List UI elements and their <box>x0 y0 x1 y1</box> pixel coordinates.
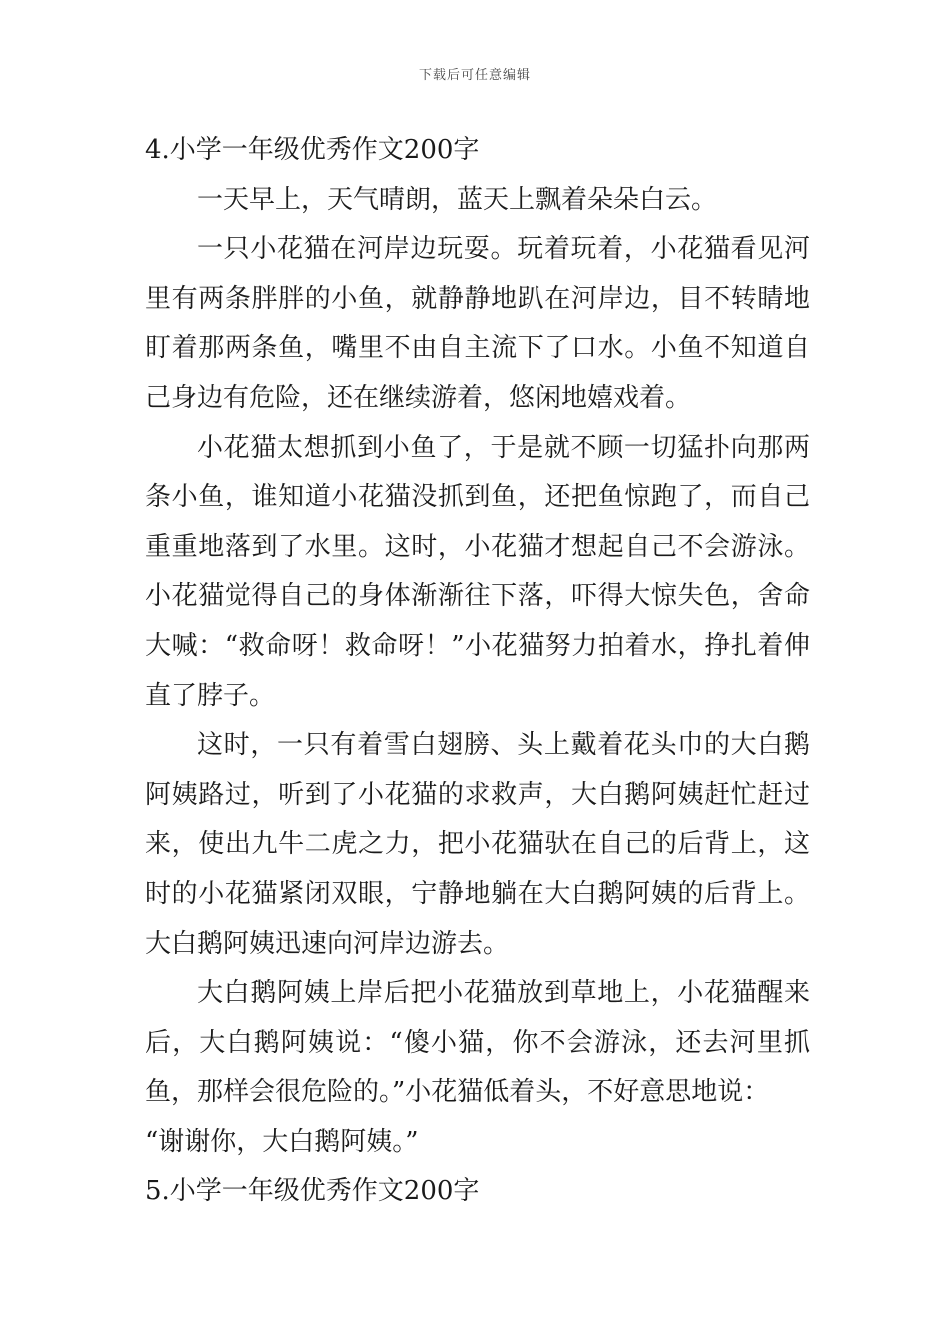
closing-quote: “谢谢你，大白鹅阿姨。” <box>145 1126 419 1157</box>
paragraph-1: 一天早上，天气晴朗，蓝天上飘着朵朵白云。 <box>197 184 718 215</box>
section-heading-4: 4.小学一年级优秀作文200字 <box>145 135 480 165</box>
paragraph-5: 大白鹅阿姨上岸后把小花猫放到草地上，小花猫醒来后，大白鹅阿姨说：“傻小猫，你不会游泳，还去河里抓鱼，那样会很危险的。”小花猫低着头，不好意思地说： <box>145 978 810 1108</box>
document-body <box>145 126 810 1217</box>
paragraph-2: 一只小花猫在河岸边玩耍。玩着玩着，小花猫看见河里有两条胖胖的小鱼，就静静地趴在河岸边，目不转睛地盯着那两条鱼，嘴里不由自主流下了口水。小鱼不知道自己身边有危险，还在继续游着，悠闲地嬉戏着。 <box>145 234 810 413</box>
paragraph-3: 小花猫太想抓到小鱼了，于是就不顾一切猛扑向那两条小鱼，谁知道小花猫没抓到鱼，还把鱼惊跑了，而自己重重地落到了水里。这时，小花猫才想起自己不会游泳。小花猫觉得自己的身体渐渐往下落，吓得大惊失色，舍命大喊：“救命呀！救命呀！”小花猫努力拍着水，挣扎着伸直了脖子。 <box>145 432 810 711</box>
paragraph-4: 这时，一只有着雪白翅膀、头上戴着花头巾的大白鹅阿姨路过，听到了小花猫的求救声，大白鹅阿姨赶忙赶过来，使出九牛二虎之力，把小花猫驮在自己的后背上，这时的小花猫紧闭双眼，宁静地躺在大白鹅阿姨的后背上。大白鹅阿姨迅速向河岸边游去。 <box>145 730 810 959</box>
header-note: 下载后可任意编辑 <box>418 68 531 83</box>
section-heading-5: 5.小学一年级优秀作文200字 <box>145 1176 480 1207</box>
